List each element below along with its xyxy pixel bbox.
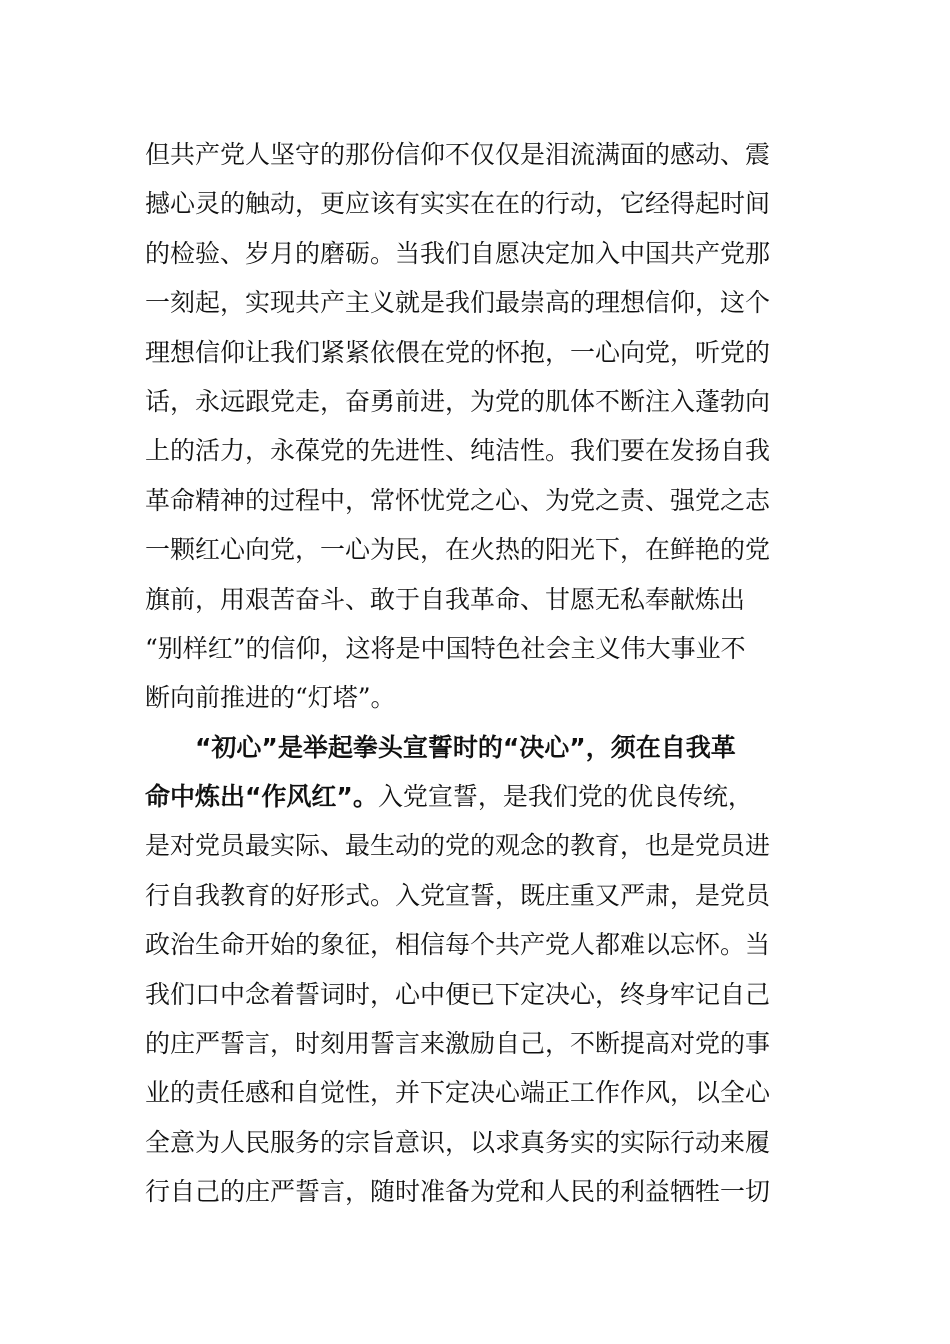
text-line: 一颗红心向党，一心为民，在火热的阳光下，在鲜艳的党 xyxy=(145,535,771,565)
text-line-mixed xyxy=(145,772,810,821)
text-line: 的庄严誓言，时刻用誓言来激励自己，不断提高对党的事 xyxy=(145,1029,771,1059)
section-heading-line: “初心”是举起拳头宣誓时的“决心”，须在自我革 xyxy=(195,732,736,762)
text-line: 上的活力，永葆党的先进性、纯洁性。我们要在发扬自我 xyxy=(145,436,771,466)
body-text xyxy=(145,130,810,1217)
text-line: 是对党员最实际、最生动的党的观念的教育，也是党员进 xyxy=(145,831,771,861)
text-line: 革命精神的过程中，常怀忧党之心、为党之责、强党之志 xyxy=(145,485,771,515)
text-line: 政治生命开始的象征，相信每个共产党人都难以忘怀。当 xyxy=(145,930,771,960)
text-line: 理想信仰让我们紧紧依偎在党的怀抱，一心向党，听党的 xyxy=(145,337,771,367)
text-line: 话，永远跟党走，奋勇前进，为党的肌体不断注入蓬勃向 xyxy=(145,386,771,416)
text-line: 断向前推进的“灯塔”。 xyxy=(145,683,396,713)
text-segment: 入党宣誓，是我们党的优良传统， xyxy=(377,782,753,812)
text-line: 全意为人民服务的宗旨意识，以求真务实的实际行动来履 xyxy=(145,1127,771,1157)
text-line: 一刻起，实现共产主义就是我们最崇高的理想信仰，这个 xyxy=(145,288,771,318)
text-line: “别样红”的信仰，这将是中国特色社会主义伟大事业不 xyxy=(145,633,746,663)
text-line: 旗前，用艰苦奋斗、敢于自我革命、甘愿无私奉献炼出 xyxy=(145,584,746,614)
text-line: 业的责任感和自觉性，并下定决心端正工作作风，以全心 xyxy=(145,1078,771,1108)
text-line: 我们口中念着誓词时，心中便已下定决心，终身牢记自己 xyxy=(145,979,771,1009)
text-line: 的检验、岁月的磨砺。当我们自愿决定加入中国共产党那 xyxy=(145,238,771,268)
text-line: 但共产党人坚守的那份信仰不仅仅是泪流满面的感动、震 xyxy=(145,140,771,169)
text-line: 行自我教育的好形式。入党宣誓，既庄重又严肃，是党员 xyxy=(145,880,771,910)
section-heading-end: 命中炼出“作风红”。 xyxy=(145,782,378,812)
text-line: 撼心灵的触动，更应该有实实在在的行动，它经得起时间 xyxy=(145,189,771,219)
text-line: 行自己的庄严誓言，随时准备为党和人民的利益牺牲一切 xyxy=(145,1177,771,1207)
